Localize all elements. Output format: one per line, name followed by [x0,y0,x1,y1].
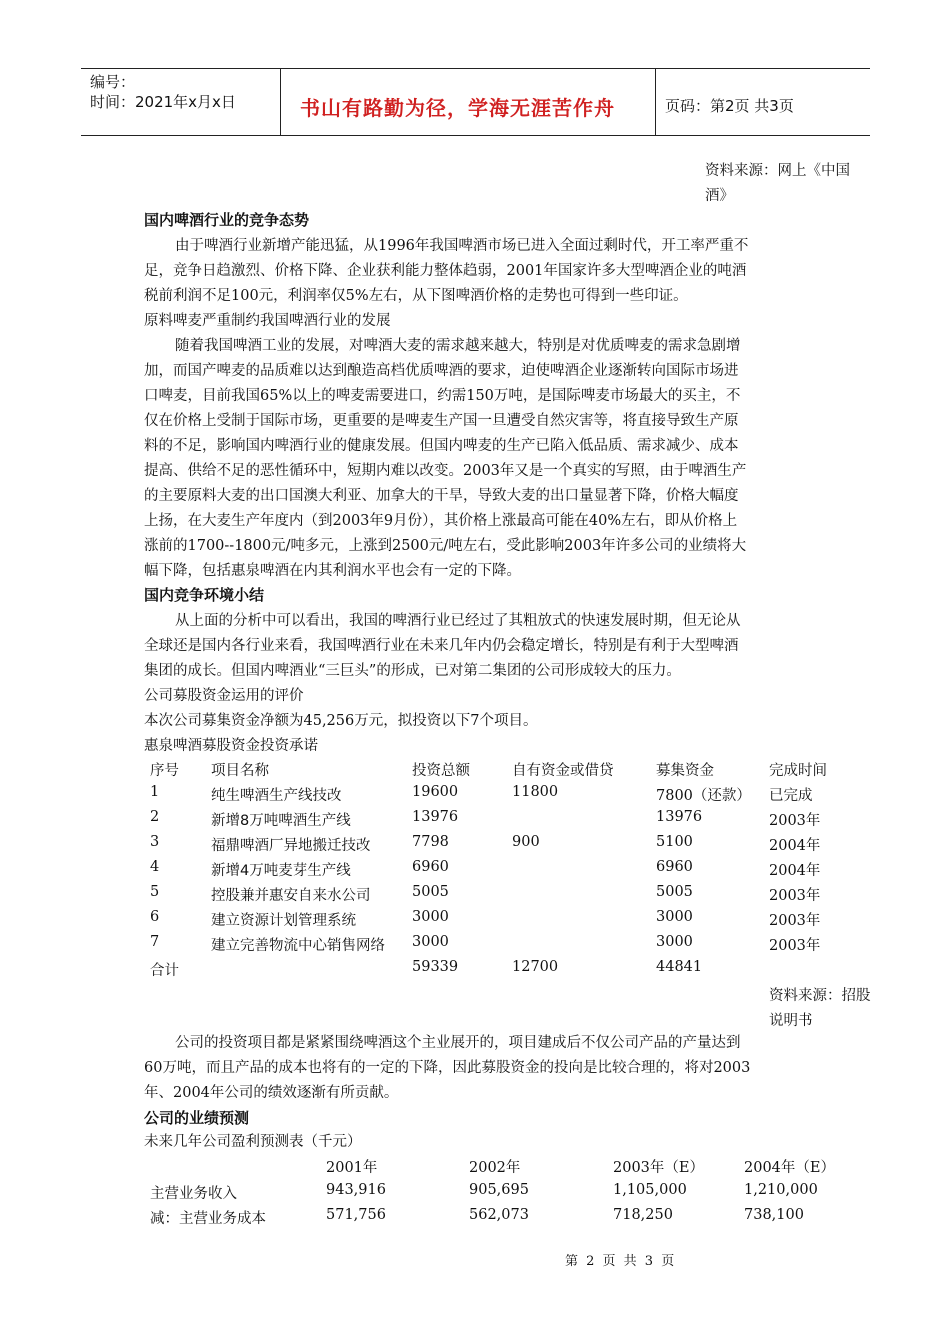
fund-table-header: 项目名称 [211,763,269,779]
cell-own-funds: 900 [512,834,540,850]
fund-comment-line: 公司的投资项目都是紧紧围绕啤酒这个主业展开的，项目建成后不仅公司产品的产量达到 [175,1035,741,1051]
forecast-cell: 943,916 [326,1182,386,1198]
cell-completion: 2003年 [769,813,821,829]
sec2-line: 的主要原料大麦的出口国澳大利亚、加拿大的干旱，导致大麦的出口量显著下降，价格大幅度 [144,488,739,504]
cell-project: 控股兼并惠安自来水公司 [211,888,371,904]
forecast-col-header: 2001年 [326,1160,378,1176]
cell-raised: 44841 [656,959,703,975]
forecast-cell: 571,756 [326,1207,386,1223]
forecast-cell: 1,105,000 [613,1182,687,1198]
header-number-label: 编号： [90,73,136,91]
cell-total: 3000 [412,909,449,925]
forecast-col-header: 2002年 [469,1160,521,1176]
cell-raised: 3000 [656,909,693,925]
cell-total: 19600 [412,784,459,800]
sec3-line: 从上面的分析中可以看出，我国的啤酒行业已经过了其粗放式的快速发展时期，但无论从 [175,613,741,629]
cell-raised: 13976 [656,809,703,825]
cell-total: 6960 [412,859,449,875]
sec2-line: 幅下降，包括惠泉啤酒在内其利润水平也会有一定的下降。 [144,563,521,579]
section-title-competition: 国内啤酒行业的竞争态势 [144,211,310,229]
sec1-line: 由于啤酒行业新增产能迅猛，从1996年我国啤酒市场已进入全面过剩时代，开工率严重不 [175,238,749,254]
cell-index: 合计 [150,963,179,979]
cell-total: 59339 [412,959,459,975]
cell-raised: 5100 [656,834,693,850]
header-divider-left [280,68,281,136]
fund-source-line1: 资料来源：招股 [769,988,871,1004]
header-page-code: 页码：第2页 共3页 [665,97,794,115]
cell-project: 新增4万吨麦芽生产线 [211,863,351,879]
section-title-barley: 原料啤麦严重制约我国啤酒行业的发展 [144,313,391,329]
sec2-line: 料的不足，影响国内啤酒行业的健康发展。但国内啤麦的生产已陷入低品质、需求减少、成本 [144,438,739,454]
cell-own-funds: 11800 [512,784,559,800]
cell-total: 5005 [412,884,449,900]
cell-raised: 7800（还款） [656,788,751,804]
forecast-cell: 562,073 [469,1207,529,1223]
cell-project: 建立资源计划管理系统 [211,913,356,929]
sec1-line: 足，竞争日趋激烈、价格下降、企业获利能力整体趋弱，2001年国家许多大型啤酒企业的吨酒 [144,263,747,279]
header-bottom-rule [81,135,870,136]
forecast-cell: 1,210,000 [744,1182,818,1198]
cell-completion: 2003年 [769,913,821,929]
fund-source-line2: 说明书 [769,1013,813,1029]
header-time-label: 时间：2021年x月x日 [90,93,236,111]
fund-table-title: 惠泉啤酒募股资金投资承诺 [144,738,318,754]
cell-index: 3 [150,834,160,850]
page-footer: 第 2 页 共 3 页 [565,1254,677,1269]
sec2-line: 仅在价格上受制于国际市场，更重要的是啤麦生产国一旦遭受自然灾害等，将直接导致生产原 [144,413,739,429]
fund-table-header: 自有资金或借贷 [512,763,614,779]
cell-index: 1 [150,784,160,800]
sec2-line: 随着我国啤酒工业的发展，对啤酒大麦的需求越来越大，特别是对优质啤麦的需求急剧增 [175,338,741,354]
cell-project: 建立完善物流中心销售网络 [211,938,385,954]
forecast-table-title: 未来几年公司盈利预测表（千元） [144,1134,362,1150]
cell-total: 3000 [412,934,449,950]
forecast-cell: 718,250 [613,1207,673,1223]
forecast-row-label: 主营业务收入 [150,1186,237,1202]
header-motto: 书山有路勤为径，学海无涯苦作舟 [300,96,615,120]
cell-completion: 2004年 [769,838,821,854]
cell-completion: 已完成 [769,788,813,804]
cell-project: 新增8万吨啤酒生产线 [211,813,351,829]
sec2-line: 口啤麦，目前我国65%以上的啤麦需要进口，约需150万吨，是国际啤麦市场最大的买主，不 [144,388,741,404]
header-divider-right [655,68,656,136]
forecast-cell: 738,100 [744,1207,804,1223]
fund-comment-line: 年、2004年公司的绩效逐渐有所贡献。 [144,1085,399,1101]
source-top-line2: 酒》 [705,188,734,204]
header-top-rule [81,68,870,69]
section-title-fund-use: 公司募股资金运用的评价 [144,688,304,704]
fund-comment-line: 60万吨，而且产品的成本也将有的一定的下降，因此募股资金的投向是比较合理的，将对2003 [144,1060,751,1076]
forecast-col-header: 2003年（E） [613,1160,704,1176]
cell-completion: 2003年 [769,938,821,954]
forecast-row-label: 减：主营业务成本 [150,1211,266,1227]
cell-project: 福鼎啤酒厂异地搬迁技改 [211,838,371,854]
cell-index: 2 [150,809,160,825]
sec2-line: 加，而国产啤麦的品质难以达到酿造高档优质啤酒的要求，迫使啤酒企业逐渐转向国际市场进 [144,363,739,379]
fund-table-header: 序号 [150,763,179,779]
fund-table-header: 投资总额 [412,763,470,779]
fund-table-header: 完成时间 [769,763,827,779]
fund-table-header: 募集资金 [656,763,714,779]
sec3-line: 集团的成长。但国内啤酒业“三巨头”的形成，已对第二集团的公司形成较大的压力。 [144,663,681,679]
sec2-line: 涨前的1700--1800元/吨多元，上涨到2500元/吨左右，受此影响2003年许多公司的业绩将大 [144,538,747,554]
cell-total: 13976 [412,809,459,825]
cell-raised: 5005 [656,884,693,900]
fund-intro: 本次公司募集资金净额为45,256万元，拟投资以下7个项目。 [144,713,538,729]
sec1-line: 税前利润不足100元，利润率仅5%左右，从下图啤酒价格的走势也可得到一些印证。 [144,288,688,304]
cell-raised: 6960 [656,859,693,875]
cell-completion: 2004年 [769,863,821,879]
sec2-line: 提高、供给不足的恶性循环中，短期内难以改变。2003年又是一个真实的写照，由于啤酒生产 [144,463,747,479]
cell-own-funds: 12700 [512,959,559,975]
cell-total: 7798 [412,834,449,850]
sec2-line: 上扬，在大麦生产年度内（到2003年9月份），其价格上涨最高可能在40%左右，即从价格上 [144,513,738,529]
cell-completion: 2003年 [769,888,821,904]
cell-index: 5 [150,884,160,900]
section-title-forecast: 公司的业绩预测 [144,1109,250,1127]
forecast-col-header: 2004年（E） [744,1160,835,1176]
cell-index: 4 [150,859,160,875]
cell-raised: 3000 [656,934,693,950]
cell-index: 7 [150,934,160,950]
cell-index: 6 [150,909,160,925]
source-top-line1: 资料来源：网上《中国 [705,163,850,179]
forecast-cell: 905,695 [469,1182,529,1198]
sec3-line: 全球还是国内各行业来看，我国啤酒行业在未来几年内仍会稳定增长，特别是有利于大型啤酒 [144,638,739,654]
cell-project: 纯生啤酒生产线技改 [211,788,342,804]
section-title-summary: 国内竞争环境小结 [144,586,265,604]
